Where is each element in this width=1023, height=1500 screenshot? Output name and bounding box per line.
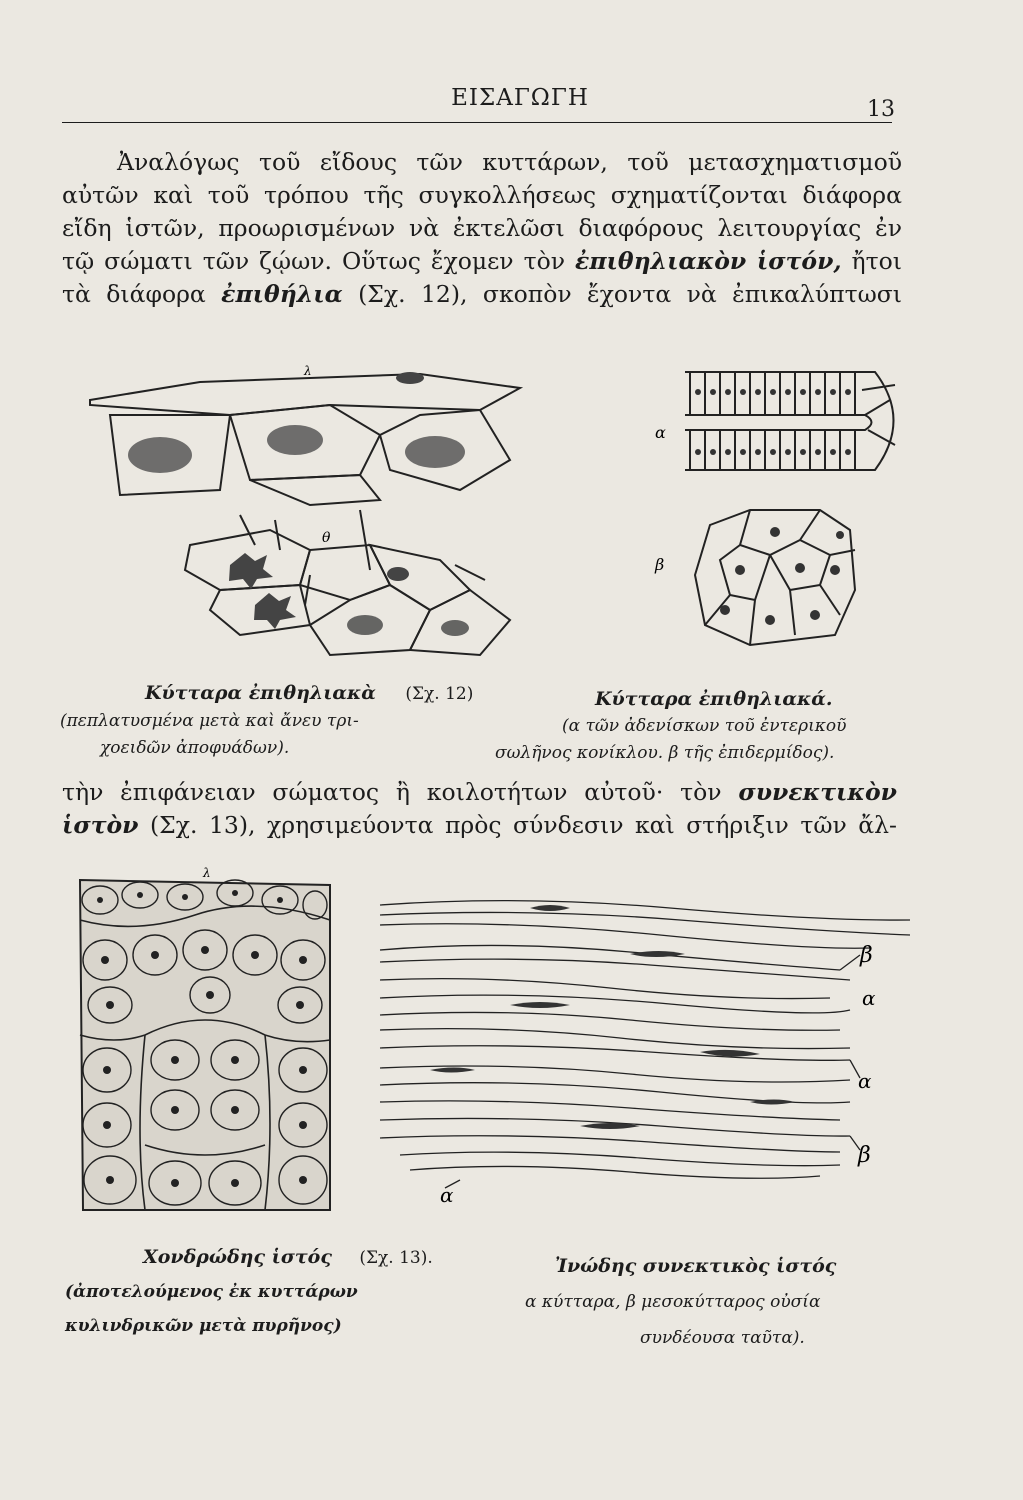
figure-12-left-caption-title: Κύτταρα ἐπιθηλιακὰ xyxy=(145,682,376,704)
paragraph-2 xyxy=(62,776,897,842)
paragraph-1-line-3: εἴδη ἱστῶν, προωρισμένων νὰ ἐκτελῶσι διαφόρους λειτουργίας ἐν xyxy=(62,214,902,242)
figure-13-right-caption xyxy=(525,1248,855,1356)
figure-13-label-a-3: α xyxy=(440,1183,454,1207)
figure-13-label-b-top: β xyxy=(860,943,873,968)
figure-12-left-caption-line-1: (πεπλατυσμένα μετὰ καὶ ἄνευ τρι- xyxy=(60,711,359,731)
figure-12-label-lambda: λ xyxy=(304,364,312,378)
figure-12-squamous-cells xyxy=(80,360,540,670)
term-epithelial-tissue: ἐπιθηλιακὸν ἱστόν, xyxy=(575,247,842,275)
term-connective: συνεκτικὸν xyxy=(738,778,897,806)
figure-12-intestinal-and-epidermal-cells xyxy=(650,360,920,670)
running-title: ΕΙΣΑΓΩΓΗ xyxy=(451,85,589,111)
figure-13-cartilage xyxy=(75,865,340,1225)
figure-13-label-a-1: α xyxy=(862,986,876,1010)
paragraph-2-line-1 xyxy=(62,776,897,809)
header-rule xyxy=(62,122,892,123)
figure-12-right-caption xyxy=(495,686,910,767)
figure-13-right-caption-title: Ἰνώδης συνεκτικὸς ἱστός xyxy=(555,1255,837,1277)
paragraph-2-line-1-text: τὴν ἐπιφάνειαν σώματος ἢ κοιλοτήτων αὐτοῦ· τὸν xyxy=(62,778,739,806)
paragraph-1-line-4 xyxy=(62,245,902,278)
figure-12-label-b: β xyxy=(655,555,665,574)
page-number: 13 xyxy=(867,97,895,122)
figure-13-ref: (Σχ. 13). xyxy=(359,1248,433,1268)
line-4-text-b: ἤτοι xyxy=(841,247,903,275)
term-tissue: ἱστὸν xyxy=(62,811,139,839)
figure-13-label-b-bottom: β xyxy=(858,1143,871,1168)
figure-12-right-caption-title: Κύτταρα ἐπιθηλιακά. xyxy=(595,688,833,710)
figure-13-left-caption-line-2: κυλινδρικῶν μετὰ πυρῆνος) xyxy=(65,1316,342,1336)
figure-13-right-caption-line-2: συνδέουσα ταῦτα). xyxy=(640,1328,805,1348)
figure-12-ref: (Σχ. 12) xyxy=(405,684,474,704)
paragraph-2-line-2 xyxy=(62,809,897,842)
figure-13-left-caption-line-1: (ἀποτελούμενος ἐκ κυττάρων xyxy=(65,1282,358,1302)
figure-13-label-lambda: λ xyxy=(203,866,211,880)
paragraph-1-line-1: Ἀναλόγως τοῦ εἴδους τῶν κυττάρων, τοῦ μετασχηματισμοῦ xyxy=(117,148,902,176)
line-5-text-a: τὰ διάφορα xyxy=(62,280,222,308)
cartilage-drawing xyxy=(75,865,340,1225)
paragraph-1 xyxy=(62,146,902,311)
figure-12-label-a: α xyxy=(655,423,666,442)
figure-13-fibrous-tissue xyxy=(370,880,915,1210)
paragraph-1-line-5 xyxy=(62,278,902,311)
figure-12-right-caption-line-1: (α τῶν ἀδενίσκων τοῦ ἐντερικοῦ xyxy=(562,716,847,736)
line-4-text-a: τῷ σώματι τῶν ζῴων. Οὕτως ἔχομεν τὸν xyxy=(62,247,576,275)
figure-13-right-caption-line-1: α κύτταρα, β μεσοκύτταρος οὐσία xyxy=(525,1292,821,1312)
line-5-text-b: (Σχ. 12), σκοπὸν ἔχοντα νὰ ἐπικαλύπτωσι xyxy=(342,280,902,308)
paragraph-2-line-2-text: (Σχ. 13), χρησιμεύοντα πρὸς σύνδεσιν καὶ στήριξιν τῶν ἄλ- xyxy=(138,811,897,839)
figure-12-label-theta: θ xyxy=(322,530,331,546)
figure-13-label-a-2: α xyxy=(858,1069,872,1093)
glandular-cells-drawing xyxy=(650,360,920,670)
figure-13-left-caption xyxy=(65,1240,535,1343)
figure-13-left-caption-title: Χονδρώδης ἱστός xyxy=(143,1246,332,1268)
term-epithelia: ἐπιθήλια xyxy=(221,280,343,308)
figure-12-right-caption-line-2: σωλῆνος κονίκλου. β τῆς ἐπιδερμίδος). xyxy=(495,743,835,763)
figure-12-left-caption-line-2: χοειδῶν ἀποφυάδων). xyxy=(100,738,290,758)
paragraph-1-line-2: αὐτῶν καὶ τοῦ τρόπου τῆς συγκολλήσεως σχηματίζονται διάφορα xyxy=(62,181,902,209)
squamous-cells-drawing xyxy=(80,360,540,670)
fibrous-tissue-drawing xyxy=(370,880,915,1210)
figure-12-left-caption xyxy=(60,680,550,762)
